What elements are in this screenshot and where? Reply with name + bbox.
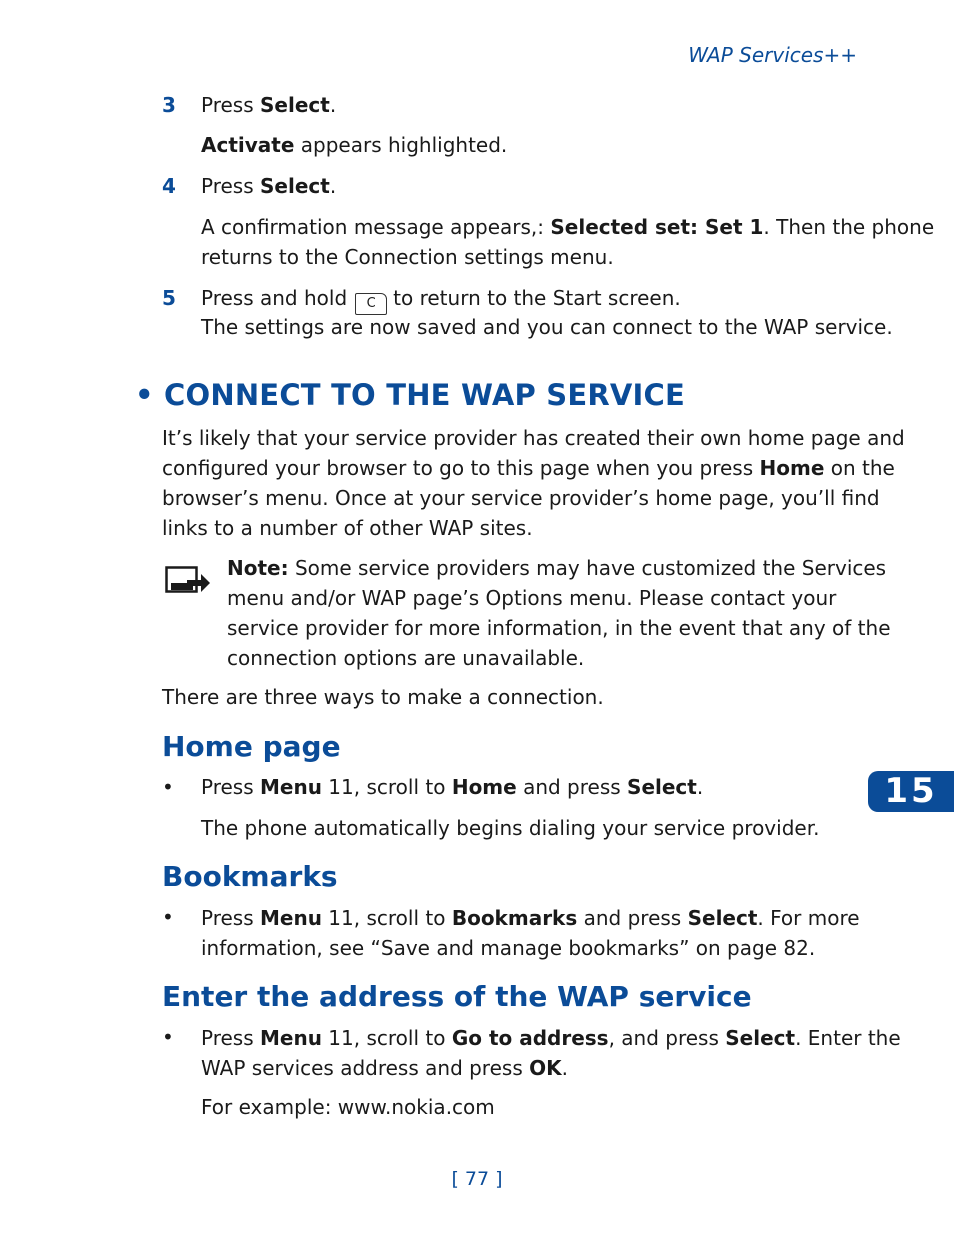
connection-ways: There are three ways to make a connection.: [162, 685, 604, 709]
step-3-number: 3: [162, 93, 176, 117]
home-page-heading: Home page: [162, 730, 341, 763]
step-4-text: Press Select.: [201, 174, 337, 198]
step-4-result-line1: A confirmation message appears,: Selected set: Set 1. Then the phone: [201, 215, 935, 239]
home-result: The phone automatically begins dialing your service provider.: [201, 816, 820, 840]
step-4-result-line2: returns to the Connection settings menu.: [201, 245, 614, 269]
running-header: WAP Services++: [688, 43, 857, 67]
step-5-line2: The settings are now saved and you can connect to the WAP service.: [201, 315, 893, 339]
bookmarks-bullet: •: [162, 905, 174, 929]
home-instruction: Press Menu 11, scroll to Home and press Select.: [201, 775, 704, 799]
address-bullet: •: [162, 1025, 174, 1049]
step-3-result: Activate appears highlighted.: [201, 133, 508, 157]
note-block: Note: Some service providers may have customized the Services menu and/or WAP page’s Options menu. Please contact your service provider for more information, in the event that any of the connection options are unavailable.: [227, 556, 891, 670]
step-5-number: 5: [162, 286, 176, 310]
page-number: [ 77 ]: [451, 1168, 503, 1190]
home-bullet: •: [162, 775, 174, 799]
step-4-number: 4: [162, 174, 176, 198]
address-example: For example: www.nokia.com: [201, 1095, 495, 1119]
clear-key-icon: C: [355, 293, 387, 315]
bookmarks-instruction: Press Menu 11, scroll to Bookmarks and press Select. For more information, see “Save and manage bookmarks” on page 82.: [201, 906, 860, 960]
step-3-text: Press Select.: [201, 93, 337, 117]
section-intro: It’s likely that your service provider has created their own home page and configured your browser to go to this page when you press Home on the browser’s menu. Once at your service provider’s home page, you’ll find links to a number of other WAP sites.: [162, 426, 905, 540]
address-instruction: Press Menu 11, scroll to Go to address, and press Select. Enter the WAP services address and press OK.: [201, 1026, 901, 1080]
note-icon: [165, 566, 211, 596]
step-5-text: Press and hold C to return to the Start screen.: [201, 286, 681, 315]
address-heading: Enter the address of the WAP service: [162, 980, 752, 1013]
bookmarks-heading: Bookmarks: [162, 860, 338, 893]
section-title: • CONNECT TO THE WAP SERVICE: [135, 378, 686, 412]
chapter-tab: 15: [868, 771, 954, 812]
